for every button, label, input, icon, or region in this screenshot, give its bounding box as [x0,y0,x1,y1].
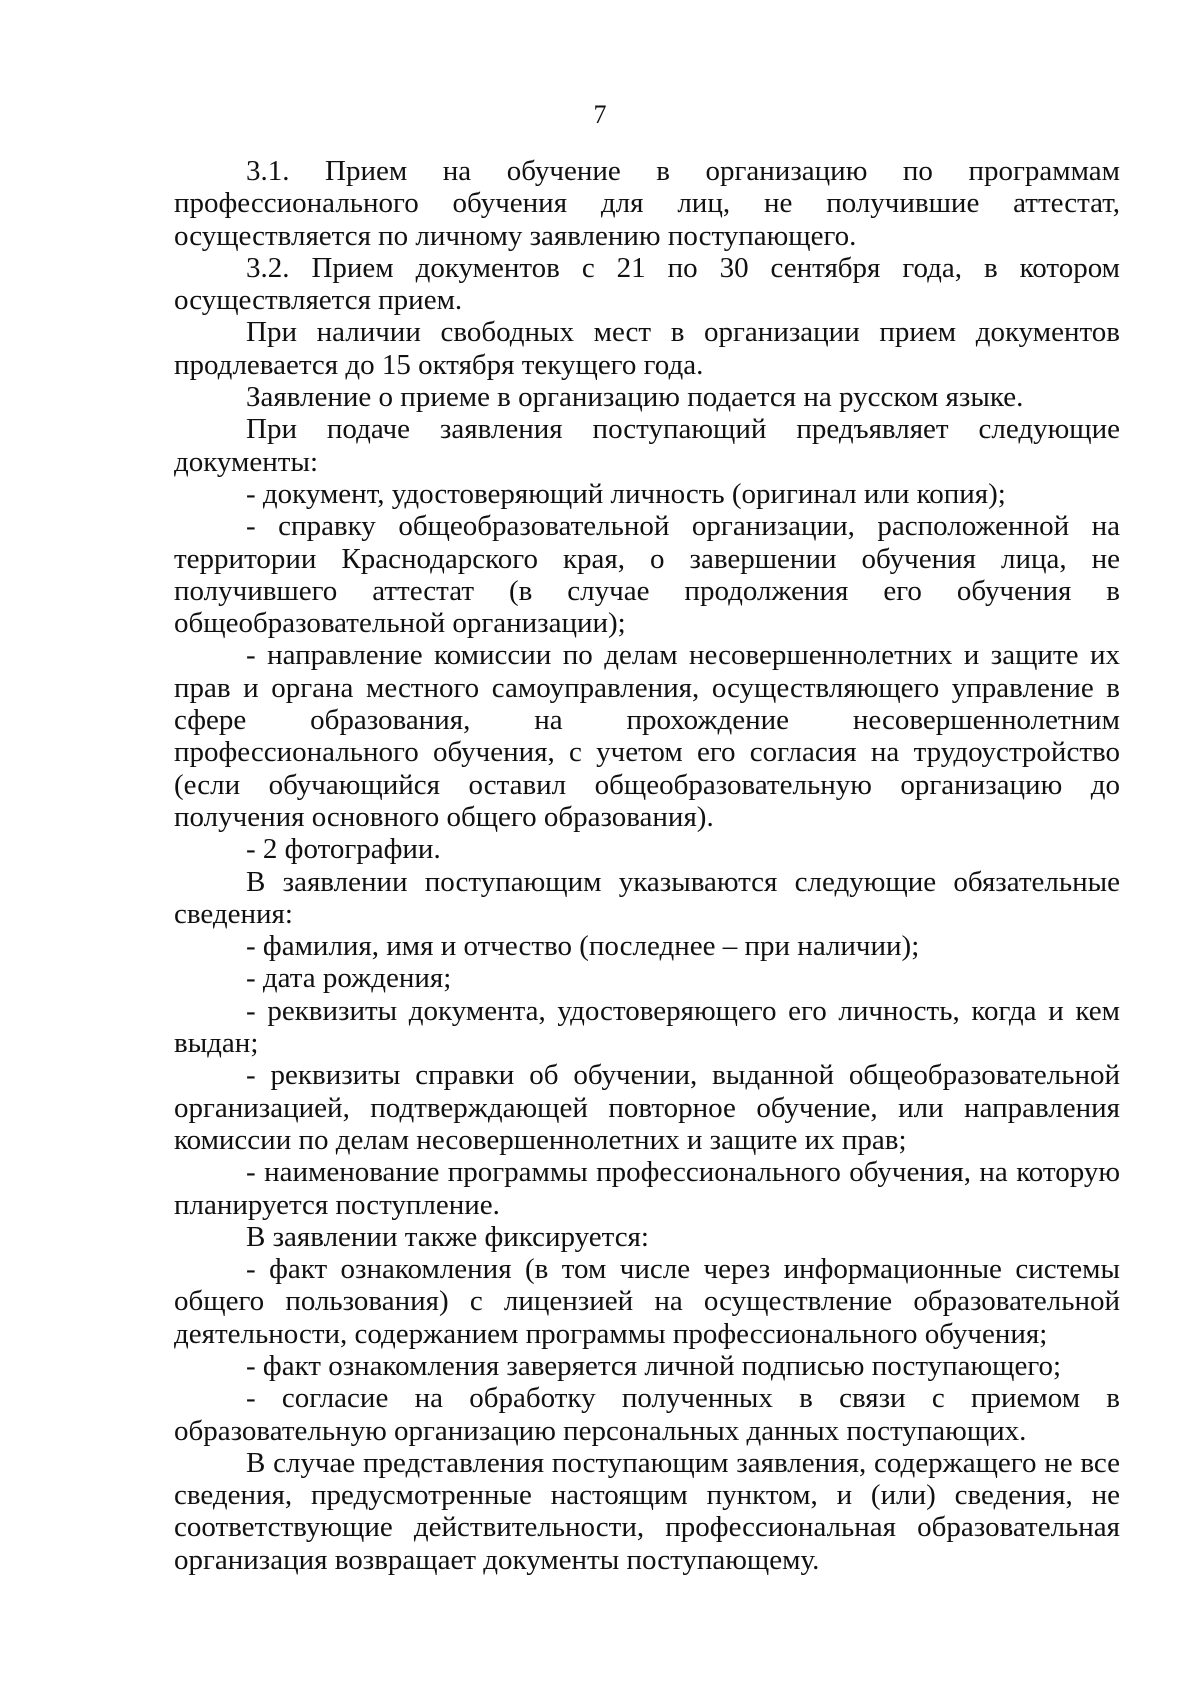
list-item-school-certificate: - справку общеобразовательной организации, расположенной на территории Краснодарского края, о завершении обучения лица, не получившего аттестат (в случае продолжения его обучения в общеобразовательной организации); [174,510,1120,640]
list-item-license-acquaintance: - факт ознакомления (в том числе через информационные системы общего пользования) с лицензией на осуществление образовательной деятельности, содержанием программы профессионального обучения; [174,1253,1120,1350]
list-item-program-name: - наименование программы профессионального обучения, на которую планируется поступление. [174,1156,1120,1221]
list-item-birth-date: - дата рождения; [246,962,452,995]
list-item-identity-document: - документ, удостоверяющий личность (оригинал или копия); [246,477,1006,510]
list-item-certificate-details: - реквизиты справки об обучении, выданной общеобразовательной организацией, подтверждающей повторное обучение, или направления комиссии по делам несовершеннолетних и защите их прав; [174,1059,1120,1156]
paragraph-documents-intro: При подаче заявления поступающий предъявляет следующие документы: [174,413,1120,478]
paragraph-3-1: 3.1. Прием на обучение в организацию по программам профессионального обучения для лиц, не получившие аттестат, осуществляется по личному заявлению поступающего. [174,155,1120,252]
paragraph-return-documents: В случае представления поступающим заявления, содержащего не все сведения, предусмотренные настоящим пунктом, и (или) сведения, не соответствующие действительности, профессиональная образовательная организация возвращает документы поступающему. [174,1446,1120,1576]
paragraph-also-recorded: В заявлении также фиксируется: [246,1220,649,1253]
list-item-full-name: - фамилия, имя и отчество (последнее – при наличии); [246,930,920,963]
list-item-id-details: - реквизиты документа, удостоверяющего его личность, когда и кем выдан; [174,994,1120,1060]
paragraph-application-info-intro: В заявлении поступающим указываются следующие обязательные сведения: [174,865,1120,930]
list-item-photos: - 2 фотографии. [246,833,441,866]
list-item-commission-referral: - направление комиссии по делам несовершеннолетних и защите их прав и органа местного самоуправления, осуществляющего управление в сфере образования, на прохождение несовершеннолетним профессионального обучения, с учетом его согласия на трудоустройство (если обучающийся оставил общеобразовательную организацию до получения основного общего образования). [174,639,1120,833]
list-item-signature: - факт ознакомления заверяется личной подписью поступающего; [246,1349,1062,1382]
paragraph-free-places: При наличии свободных мест в организации прием документов продлевается до 15 октября текущего года. [174,316,1120,381]
paragraph-language: Заявление о приеме в организацию подается на русском языке. [246,381,1024,414]
page-number: 7 [593,100,607,129]
document-body [174,155,1120,1576]
paragraph-3-2: 3.2. Прием документов с 21 по 30 сентября года, в котором осуществляется прием. [174,251,1120,317]
list-item-personal-data-consent: - согласие на обработку полученных в связи с приемом в образовательную организацию персональных данных поступающих. [174,1382,1120,1447]
